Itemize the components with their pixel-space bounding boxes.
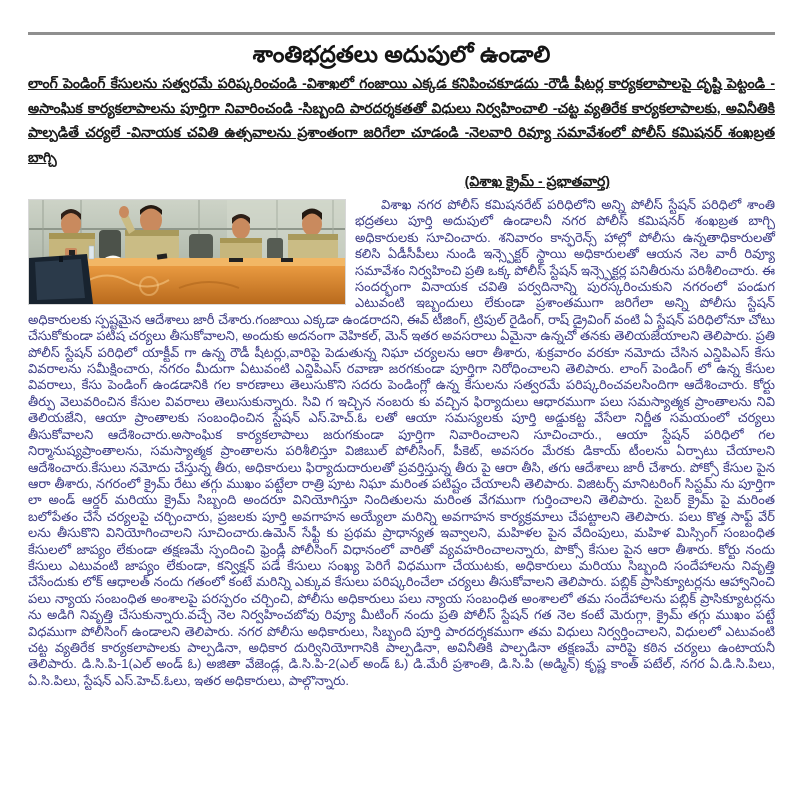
subhead-line-3: పాల్పడితే చర్యలే -వినాయక చవితి ఉత్సవాలను ప్రశాంతంగా జరిగేలా చూడండి -నెలవారి రివ్యూ సమావేశంలో పోలీస్ కమిషనర్ శంఖబ్రత బాగ్చి bbox=[28, 124, 775, 165]
news-photo-illustration bbox=[29, 200, 345, 304]
subhead-line-1: లాంగ్ పెండింగ్ కేసులను సత్వరమే పరిష్కరించండి -విశాఖలో గంజాయి ఎక్కడ కనిపించకూడదు -రౌడీ షీటర్ల కార్యకలాపాలపై దృష్టి పెట్టండి - bbox=[28, 75, 775, 91]
news-photo bbox=[28, 199, 346, 305]
photo-monitor bbox=[29, 254, 93, 304]
article-byline: (విశాఖ క్రైమ్ - ప్రభాతవార్త) bbox=[464, 173, 610, 189]
article-body-text: విశాఖ నగర పోలీస్ కమిషనరేట్ పరిధిలోని అన్ని పోలీస్ స్టేషన్ పరిధిలో శాంతి భద్రతలు పూర్తి అదుపులో ఉండాలనీ నగర పోలీస్ కమిషనర్ శంఖబ్రత బాగ్చి అధికారులకు సూచించారు. శనివారం కాన్ఫరెన్స్ హాల్లో పోలీసు ఉన్నతాధికారులతో కలిసి ఏడీసీపీలు నుండి ఇన్స్పెక్టర్ స్థాయి అధికారులతో ఆయన నెల వారీ రివ్యూ సమావేశం నిర్వహించి ప్రతి ఒక్క పోలీస్ స్టేషన్ ఇన్స్పెక్టర్ల పనితీరును పరిశీలించారు. ఈ సందర్భంగా వినాయక చవితి పర్వదినాన్ని పురస్కరించుకుని నగరంలో పండుగ ఎటువంటి ఇబ్బందులు లేకుండా ప్రశాంతముగా జరిగేలా అన్ని పోలీసు స్టేషన్ అధికారులకు స్పష్టమైన ఆదేశాలు జారీ చేశారు.గంజాయి ఎక్కడా ఉండరాదని, ఈవ్ టీజింగ్, ట్రిపుల్ రైడింగ్, రాష్ డ్రైవింగ్ వంటి ఏ స్టేషన్ పరిధిలోనూ చోటు చేసుకోకుండా పటిష చర్యలు తీసుకోవాలని, అందుకు అదనంగా వెహికల్, మెన్ ఇతర అవసరాలు ఏమైనా ఉన్నచో తనకు తెలియజేయాలని తెలిపారు. ప్రతి పోలీస్ స్టేషన్ పరిధిలో యాక్టీవ్ గా ఉన్న రౌడీ షీటర్లు,వారిపై పెడుతున్న నిఘా చర్యలను ఆరా తీశారు, శుక్రవారం వరకూ నమోదు చేసిన ఎన్డిపిఎస్ కేసు వివరాలను సమీక్షించారు, నగరం మీదుగా ఏటువంటి ఎన్డిపిఎస్ రవాణా జరగకుండా పూర్తిగా నిరోధించాలని తెలిపారు. లాంగ్ పెండింగ్ లో ఉన్న కేసుల వివరాలు, కేసు పెండింగ్ ఉండడానికి గల కారణాలు తెలుసుకొని సదరు పెండింగ్లో ఉన్న కేసులను సత్వరమే పరిష్కరించవలసిందిగా ఆదేశించారు. కోర్టు తీర్పు వెలువరించిన కేసుల వివరాలు తెలుసుకున్నారు. సివి గ ఇచ్చిన నంబరు కు వచ్చిన ఫిర్యాదులు ఆధారముగా పలు సమస్యాత్మక ప్రాంతాలను నివి తెలియజేని, ఆయా ప్రాంతాలకు సంబంధించిన స్టేషన్ ఎస్.హెచ్.ఓ లతో ఆయా సమస్యలకు పూర్తి అడ్డుకట్ట వేసేలా నిర్ణీత సమయంలో చర్యలు తీసుకోవాలని ఆదేశించారు.అసాంఘిక కార్యకలాపాలు జరుగకుండా పూర్తిగా నివారించాలని సూచించారు., ఆయా స్టేషన్ పరిధిలో గల నిర్మానుష్యప్రాంతాలను, సమస్యాత్మక ప్రాంతాలను పరిశీలిస్తూ విజిబుల్ పోలీసింగ్, పీకెట్, అవసరం మేరకు డికాయ్ టీంలను ఏర్పాటు చేయాలని ఆదేశించారు.కేసులు నమోదు చేస్తున్న తీరు, అధికారులు ఫిర్యాదుదారులతో ప్రవర్తిస్తున్న తీరు పై ఆరా తీసి, తగు ఆదేశాలు జారీ చేశారు. పోక్సో కేసుల పైన ఆరా తీశారు, నగరంలో క్రైమ్ రేటు తగ్గు ముఖం పట్టేలా రాత్రి పూట నిఘా మరింత పటిష్టం చేయాలనీ తెలిపారు. విజిటర్స్ మానిటరింగ్ సిస్టమ్ ను పూర్తిగా లా అండ్ ఆర్డర్ మరియు క్రైమ్ సిబ్బంది అందరూ వినియోగిస్తూ నిందితులను మరింత వేగముగా గుర్తించాలని తెలిపారు. సైబర్ క్రైమ్ పై మరింత బలోపేతం చేసే చర్యలపై చర్చించారు, ప్రజలకు పూర్తి అవగాహన అయ్యేలా మరిన్ని అవగాహన కార్యక్రమాలు చేపట్టాలని తెలిపారు. పలు కొత్త సాఫ్ట్ వేర్ లను తీసుకొని వినియోగించాలని సూచించారు.ఉమెన్ సేఫ్టీ కు ప్రథమ ప్రాధాన్యత ఇవ్వాలని, మహిళల పైన వేదింపులు, మహిళ మిస్సింగ్ సంబంధిత కేసులలో జాప్యం లేకుండా తక్షణమే స్పందించి ఫ్రెండ్లీ పోలీసింగ్ విధానంలో వారితో వ్యవహరించాలన్నారు, పొక్సో కేసుల పైన ఆరా తీశారు. కోర్టు నందు కేసులు ఎటువంటి జాప్యం లేకుండా, కన్విక్షన్ పడే కేసులు సంఖ్య పెరిగే విధముగా చేయుటకు, అధికారులు మరియు సిబ్బంది సందేహాలను నివృత్తి చేసేందుకు లోక్ ఆధాలత్ నందు గతంలో కంటే మరిన్ని ఎక్కువ కేసులు పరిష్కరించేలా చర్యలు తీసుకోవాలని తెలిపారు. పబ్లిక్ ప్రాసిక్యూటర్లను ఆహ్వానించి పలు న్యాయ సంబంధిత అంశాలపై పరస్పరం చర్చించి, పోలీసు అధికారులు పలు న్యాయ సంబంధిత అంశాలలో తమ సందేహాలను పబ్లిక్ ప్రాసిక్యూటర్లను ను అడిగి నివృత్తి చేసుకున్నారు.వచ్చే నెల నిర్వహించబోవు రివ్యూ మీటింగ్ నందు ప్రతి పోలీస్ స్టేషన్ గత నెల కంటే మెరుగ్గా, క్రైమ్ తగ్గు ముఖం పట్టే విధముగా పోలీసింగ్ ఉండాలని తెలిపారు. నగర పోలీసు అధికారులు, సిబ్బంది పూర్తి పారదర్శకముగా తమ విధులు నిర్వర్తించాలని, విధులలో ఎటువంటి చట్ట వ్యతిరేక కార్యకలాపాలకు పాల్పడినా, అధికార దుర్వినియోగానికి పాల్పడినా, అవినీతికి పాల్పడినా తక్షణమే వారిపై కఠిన చర్యలు ఉంటాయనీ తెలిపారు. డి.సి.పి-1(ఎల్ అండ్ ఓ) అజితా వేజెండ్ల, డి.సి.పి-2(ఎల్ అండ్ ఓ) డి.మేరీ ప్రశాంతి, డి.సి.పి (అడ్మిన్) కృష్ణ కాంత్ పటేల్, నగర ఏ.డి.సి.పిలు, ఏ.సి.పిలు, స్టేషన్ ఎస్.హెచ్.ఓలు, ఇతర అధికారులు, పాల్గొన్నారు. bbox=[28, 197, 775, 688]
article-body bbox=[28, 197, 775, 689]
subhead-line-2: అసాంఘిక కార్యకలాపాలను పూర్తిగా నివారించండి -సిబ్బంది పారదర్శకతతో విధులు నిర్వహించాలి -చట్ట వ్యతిరేక కార్యకలాపాలకు, అవినీతికి bbox=[28, 99, 775, 116]
article-subheads bbox=[28, 71, 775, 169]
masthead-divider-rule bbox=[28, 32, 775, 35]
article-headline: శాంతిభద్రతలు అదుపులో ఉండాలి bbox=[252, 41, 551, 67]
